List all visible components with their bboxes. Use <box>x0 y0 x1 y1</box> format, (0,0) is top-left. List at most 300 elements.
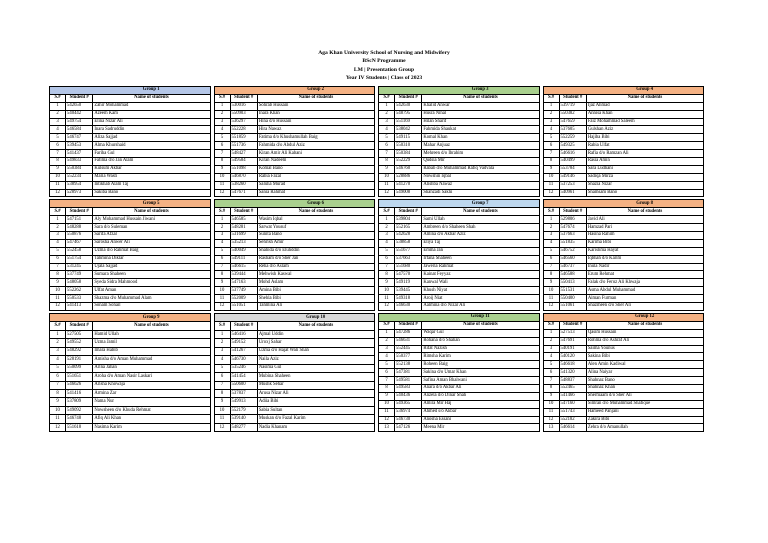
serial-number: 9 <box>50 165 66 173</box>
student-id: 549115 <box>395 134 422 142</box>
student-id: 540191 <box>559 345 586 353</box>
column-header-sid: Student # <box>559 208 586 216</box>
table-row <box>50 356 211 364</box>
student-name: Tahmina Diklar <box>93 255 210 263</box>
student-id: 550876 <box>66 232 93 240</box>
group-table <box>378 86 540 197</box>
table-row <box>50 142 211 150</box>
serial-number: 4 <box>214 239 230 247</box>
group-table <box>49 199 211 310</box>
groups-grid <box>49 86 704 432</box>
table-row <box>543 255 704 263</box>
serial-number: 1 <box>50 102 66 110</box>
student-id: 552445 <box>395 345 422 353</box>
table-row <box>214 173 375 181</box>
table-row <box>214 150 375 158</box>
student-id: 537663 <box>559 232 586 240</box>
student-id: 539719 <box>559 102 586 110</box>
student-name: Fatima d/o Khushamullah Baig <box>257 134 374 142</box>
student-name: Irfana Shaheen <box>422 255 539 263</box>
serial-number: 12 <box>50 423 66 431</box>
serial-number: 8 <box>214 271 230 279</box>
university-title: Aga Khan University School of Nursing and Midwifery <box>318 50 450 56</box>
serial-number: 2 <box>379 110 395 118</box>
student-name: Javid Ali <box>586 216 703 224</box>
serial-number: 7 <box>379 150 395 158</box>
table-row <box>543 345 704 353</box>
table-row <box>543 134 704 142</box>
student-name: Shehla Bibi <box>257 295 374 303</box>
serial-number: 2 <box>543 224 559 232</box>
table-row <box>50 165 211 173</box>
student-name: Alishba Nawaz <box>422 181 539 189</box>
serial-number: 12 <box>214 189 230 197</box>
group-table <box>543 313 705 432</box>
serial-number: 9 <box>50 279 66 287</box>
student-id: 550903 <box>230 110 257 118</box>
serial-number: 8 <box>214 390 230 398</box>
student-name: Naila Aziz <box>257 356 374 364</box>
table-row <box>379 361 540 369</box>
student-id: 549552 <box>66 339 93 347</box>
student-id: 551051 <box>230 303 257 311</box>
serial-number: 4 <box>379 353 395 361</box>
student-id: 538858 <box>395 239 422 247</box>
student-id: 547570 <box>395 271 422 279</box>
table-row <box>543 295 704 303</box>
table-row <box>379 345 540 353</box>
table-row <box>214 406 375 414</box>
student-name: Emma Jan <box>422 247 539 255</box>
student-name: Sarwat Yousuf <box>257 224 374 232</box>
group-header-blank <box>379 87 395 95</box>
group-title: Group 3 <box>422 87 539 95</box>
serial-number: 5 <box>50 364 66 372</box>
table-row <box>543 165 704 173</box>
group-header-blank <box>230 313 257 321</box>
serial-number: 3 <box>50 232 66 240</box>
serial-number: 8 <box>379 384 395 392</box>
table-row <box>50 287 211 295</box>
serial-number: 2 <box>50 110 66 118</box>
table-row <box>543 369 704 377</box>
serial-number: 7 <box>379 263 395 271</box>
group-header-blank <box>559 313 586 321</box>
student-id: 549146 <box>559 173 586 181</box>
serial-number: 10 <box>379 400 395 408</box>
serial-number: 10 <box>50 287 66 295</box>
group-title: Group 10 <box>257 313 374 321</box>
student-id: 541320 <box>559 369 586 377</box>
student-id: 546752 <box>559 247 586 255</box>
column-header-sno: S.# <box>50 322 66 330</box>
table-row <box>214 126 375 134</box>
serial-number: 8 <box>50 271 66 279</box>
student-name: Komal Bano <box>257 165 374 173</box>
table-row <box>379 239 540 247</box>
table-row <box>214 247 375 255</box>
table-row <box>214 415 375 423</box>
class-title: Year IV Students | Class of 2023 <box>345 74 423 81</box>
table-row <box>214 158 375 166</box>
student-id: 538954 <box>66 181 93 189</box>
serial-number: 6 <box>379 255 395 263</box>
student-name: Sarifa Afzal <box>93 232 210 240</box>
student-id: 549365 <box>395 400 422 408</box>
table-row <box>214 381 375 389</box>
student-id: 551677 <box>395 247 422 255</box>
table-row <box>379 279 540 287</box>
student-id: 547151 <box>66 216 93 224</box>
programme-title: BScN Programme <box>362 58 406 65</box>
group-table <box>214 86 376 197</box>
group-table <box>214 313 376 432</box>
student-id: 551736 <box>230 142 257 150</box>
student-id: 552234 <box>66 173 93 181</box>
serial-number: 8 <box>543 384 559 392</box>
column-header-name: Name of students <box>422 94 539 102</box>
table-row <box>543 110 704 118</box>
student-name: Rifat Nazish <box>422 345 539 353</box>
student-id: 549119 <box>395 279 422 287</box>
student-name: Sabia Sultan <box>257 406 374 414</box>
table-row <box>214 232 375 240</box>
table-row <box>379 142 540 150</box>
table-row <box>543 224 704 232</box>
serial-number: 3 <box>214 118 230 126</box>
student-id: 539444 <box>230 271 257 279</box>
student-id: 550384 <box>66 165 93 173</box>
column-header-sid: Student # <box>230 322 257 330</box>
student-id: 537749 <box>66 271 93 279</box>
table-row <box>379 263 540 271</box>
table-row <box>214 303 375 311</box>
table-row <box>50 303 211 311</box>
table-row <box>543 329 704 337</box>
student-name: Ambreen d/o Shaheen Shah <box>422 224 539 232</box>
table-row <box>543 361 704 369</box>
serial-number: 6 <box>50 373 66 381</box>
student-id: 549581 <box>395 377 422 385</box>
serial-number: 11 <box>50 181 66 189</box>
column-header-name: Name of students <box>257 208 374 216</box>
serial-number: 8 <box>379 271 395 279</box>
table-row <box>50 239 211 247</box>
group-header-blank <box>66 313 93 321</box>
serial-number: 2 <box>379 224 395 232</box>
student-id: 541416 <box>66 390 93 398</box>
student-name: Hina d/o Hussain <box>257 118 374 126</box>
serial-number: 10 <box>379 173 395 181</box>
table-row <box>543 400 704 408</box>
student-id: 539804 <box>395 216 422 224</box>
column-header-name: Name of students <box>93 208 210 216</box>
table-row <box>379 150 540 158</box>
student-name: Zakira Bibi <box>586 416 703 424</box>
column-header-sid: Student # <box>559 94 586 102</box>
serial-number: 2 <box>50 339 66 347</box>
table-row <box>214 390 375 398</box>
student-name: Sonam Sohail <box>93 303 210 311</box>
table-row <box>543 263 704 271</box>
student-id: 537809 <box>66 398 93 406</box>
table-row <box>214 142 375 150</box>
student-id: 549583 <box>395 384 422 392</box>
serial-number: 3 <box>543 118 559 126</box>
student-name: Rafia d/o Ramzan Ali <box>586 150 703 158</box>
column-header-sno: S.# <box>379 208 395 216</box>
table-row <box>379 126 540 134</box>
serial-number: 8 <box>379 158 395 166</box>
group-table <box>543 86 705 197</box>
student-name: Rasia Amin <box>586 158 703 166</box>
table-row <box>50 255 211 263</box>
student-id: 552138 <box>395 361 422 369</box>
student-name: Amina Bibi <box>257 287 374 295</box>
student-name: Hira Nawaz <box>257 126 374 134</box>
student-id: 541270 <box>395 181 422 189</box>
student-name: Armina Zar <box>93 390 210 398</box>
student-name: Sarosha Anwer Ali <box>93 239 210 247</box>
column-header-sno: S.# <box>543 208 559 216</box>
student-id: 540442 <box>66 110 93 118</box>
student-id: 546560 <box>559 255 586 263</box>
table-row <box>214 239 375 247</box>
group-header-blank <box>379 200 395 208</box>
student-name: Amira Mir Haj <box>422 400 539 408</box>
student-name: Ajmal Uddin <box>257 330 374 338</box>
serial-number: 2 <box>543 337 559 345</box>
serial-number: 4 <box>214 356 230 364</box>
table-row <box>50 295 211 303</box>
table-row <box>50 134 211 142</box>
table-row <box>379 189 540 197</box>
student-name: Waqar Gul <box>422 329 539 337</box>
student-name: Safina Aman Bhalwani <box>422 377 539 385</box>
table-row <box>214 356 375 364</box>
student-id: 531699 <box>230 232 257 240</box>
serial-number: 5 <box>214 364 230 372</box>
student-id: 549318 <box>395 295 422 303</box>
serial-number: 12 <box>543 189 559 197</box>
table-row <box>543 216 704 224</box>
group-header-blank <box>395 200 422 208</box>
student-name: Shahnaz Khan <box>586 384 703 392</box>
student-name: Inula Nadir <box>586 263 703 271</box>
student-name: Mushk Sehar <box>257 381 374 389</box>
student-name: Sohrab Hussain <box>257 102 374 110</box>
student-id: 537605 <box>559 126 586 134</box>
table-row <box>543 102 704 110</box>
student-id: 546630 <box>395 303 422 311</box>
student-name: Simran d/o Muhammad Shafique <box>586 400 703 408</box>
column-header-name: Name of students <box>422 208 539 216</box>
student-name: Aly Mohammad Hussain Jiwani <box>93 216 210 224</box>
student-name: Uzma d/o Rahmat Baig <box>93 247 210 255</box>
student-id: 528191 <box>66 356 93 364</box>
table-row <box>543 247 704 255</box>
student-name: Uzma Jamil <box>93 339 210 347</box>
serial-number: 7 <box>50 150 66 158</box>
column-header-sno: S.# <box>50 208 66 216</box>
student-id: 552182 <box>559 416 586 424</box>
table-row <box>214 118 375 126</box>
table-row <box>50 423 211 431</box>
student-id: 546730 <box>395 416 422 424</box>
serial-number: 5 <box>50 134 66 142</box>
serial-number: 1 <box>214 216 230 224</box>
serial-number: 10 <box>543 173 559 181</box>
table-row <box>543 392 704 400</box>
student-name: Shahnaz Bano <box>586 377 703 385</box>
table-row <box>379 295 540 303</box>
column-header-sno: S.# <box>214 208 230 216</box>
table-row <box>50 390 211 398</box>
serial-number: 9 <box>214 165 230 173</box>
student-id: 546870 <box>230 173 257 181</box>
student-name: Kiran Nadeem <box>257 158 374 166</box>
serial-number: 3 <box>379 345 395 353</box>
student-name: Nasima Gul <box>257 364 374 372</box>
table-row <box>50 339 211 347</box>
serial-number: 12 <box>543 416 559 424</box>
student-name: Fariha Gul <box>93 150 210 158</box>
table-row <box>543 232 704 240</box>
student-name: Shazia Nizar <box>586 181 703 189</box>
serial-number: 10 <box>214 406 230 414</box>
student-id: 551618 <box>66 423 93 431</box>
table-row <box>543 384 704 392</box>
serial-number: 2 <box>543 110 559 118</box>
student-name: Rohma d/o Ashraf Ali <box>586 337 703 345</box>
student-id: 547160 <box>559 400 586 408</box>
student-name: Intikhab Alam Taj <box>93 181 210 189</box>
student-id: 549325 <box>559 142 586 150</box>
student-id: 551098 <box>230 165 257 173</box>
group-header-blank <box>66 200 93 208</box>
table-row <box>214 398 375 406</box>
student-name: Nowsheen d/o Khuda Rehmat <box>93 406 210 414</box>
student-id: 540120 <box>559 353 586 361</box>
table-row <box>543 126 704 134</box>
serial-number: 1 <box>543 329 559 337</box>
group-title: Group 6 <box>257 200 374 208</box>
student-id: 538042 <box>395 126 422 134</box>
serial-number: 11 <box>214 295 230 303</box>
student-id: 552465 <box>559 384 586 392</box>
student-name: Sakina d/o Umar Khan <box>422 369 539 377</box>
serial-number: 3 <box>543 232 559 240</box>
student-name: Imara Habib <box>93 347 210 355</box>
column-header-sno: S.# <box>214 322 230 330</box>
serial-number: 11 <box>543 295 559 303</box>
serial-number: 7 <box>214 381 230 389</box>
student-name: Zehra d/o Amanullah <box>586 424 703 432</box>
student-name: Anzela d/o Dinar Shah <box>422 392 539 400</box>
student-id: 540961 <box>559 189 586 197</box>
serial-number: 2 <box>214 339 230 347</box>
student-id: 540436 <box>395 392 422 400</box>
student-name: Mahar Anjuaz <box>422 142 539 150</box>
student-id: 547674 <box>559 224 586 232</box>
student-id: 531245 <box>66 263 93 271</box>
serial-number: 4 <box>543 126 559 134</box>
serial-number: 2 <box>379 337 395 345</box>
table-row <box>379 110 540 118</box>
serial-number: 9 <box>379 279 395 287</box>
student-id: 550600 <box>230 381 257 389</box>
student-id: 546748 <box>66 415 93 423</box>
table-row <box>50 110 211 118</box>
student-name: Aroij Niat <box>422 295 539 303</box>
student-name: Kulsum Akbar <box>93 165 210 173</box>
table-row <box>379 181 540 189</box>
table-row <box>379 216 540 224</box>
student-id: 546615 <box>230 263 257 271</box>
table-row <box>50 247 211 255</box>
student-id: 535246 <box>230 364 257 372</box>
student-name: Sami Ullah <box>422 216 539 224</box>
table-row <box>543 158 704 166</box>
group-header-blank <box>230 87 257 95</box>
student-name: Anosha Essani <box>422 416 539 424</box>
serial-number: 11 <box>50 295 66 303</box>
serial-number: 6 <box>50 142 66 150</box>
group-header-blank <box>214 200 230 208</box>
student-name: Anara d/o Akbar Ali <box>422 384 539 392</box>
student-id: 541267 <box>230 347 257 355</box>
student-name: Kanwal Wali <box>422 279 539 287</box>
student-name: Arusa Nizar Ali <box>257 390 374 398</box>
student-name: Gulshan Aziz <box>586 126 703 134</box>
serial-number: 6 <box>543 369 559 377</box>
serial-number: 1 <box>214 330 230 338</box>
student-name: Arina Jahan <box>93 364 210 372</box>
student-name: Jaweria Rahmat <box>422 263 539 271</box>
student-id: 552009 <box>230 295 257 303</box>
student-id: 546747 <box>66 134 93 142</box>
table-row <box>214 263 375 271</box>
serial-number: 11 <box>379 181 395 189</box>
table-row <box>379 416 540 424</box>
serial-number: 1 <box>379 329 395 337</box>
table-row <box>543 118 704 126</box>
table-row <box>214 347 375 355</box>
table-row <box>379 392 540 400</box>
table-row <box>543 150 704 158</box>
serial-number: 12 <box>379 189 395 197</box>
table-row <box>50 271 211 279</box>
student-id: 549092 <box>66 406 93 414</box>
group-header-blank <box>379 313 395 321</box>
column-header-sid: Student # <box>66 94 93 102</box>
student-name: Sara Ludhani <box>586 165 703 173</box>
student-id: 552165 <box>395 224 422 232</box>
column-header-sid: Student # <box>66 322 93 330</box>
student-id: 549754 <box>66 118 93 126</box>
serial-number: 12 <box>379 416 395 424</box>
student-name: Shazmeen d/o Sher Ali <box>586 303 703 311</box>
student-id: 548795 <box>395 110 422 118</box>
serial-number: 8 <box>214 158 230 166</box>
table-row <box>50 364 211 372</box>
student-id: 546588 <box>559 271 586 279</box>
student-name: Shamsam Bano <box>586 189 703 197</box>
table-row <box>214 271 375 279</box>
student-id: 547126 <box>395 424 422 432</box>
table-row <box>543 408 704 416</box>
student-name: Qudsia Mir <box>422 158 539 166</box>
